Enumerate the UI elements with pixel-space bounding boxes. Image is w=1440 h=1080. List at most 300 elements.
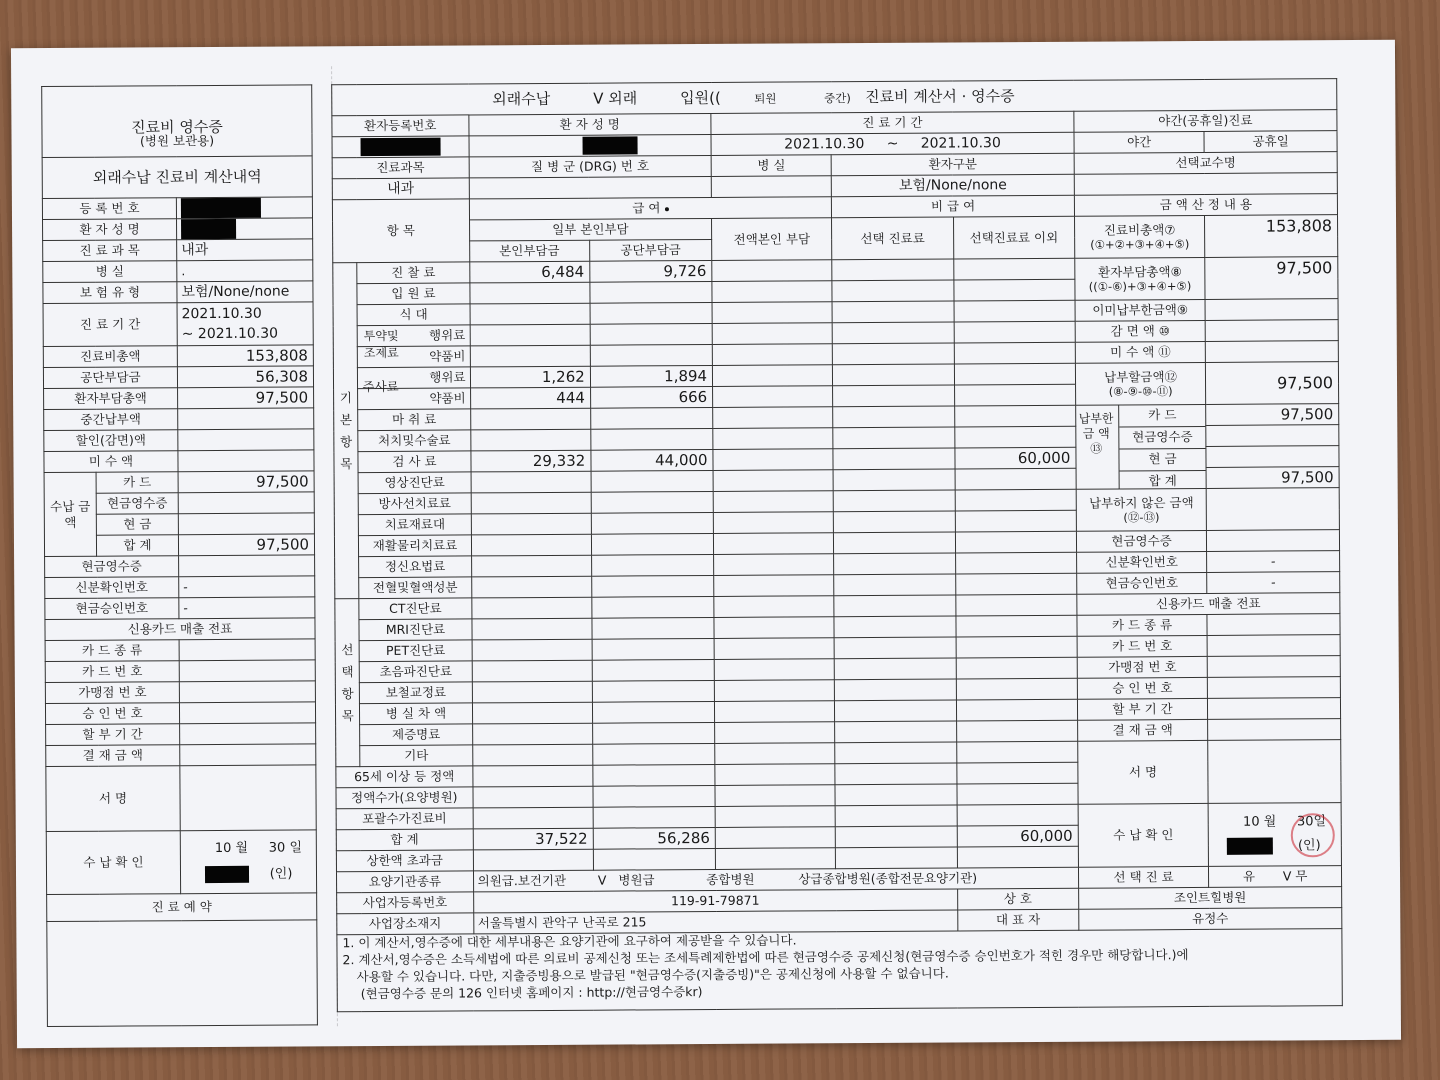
item-other [956, 657, 1077, 679]
item-other: 60,000 [955, 447, 1076, 469]
item-select [834, 553, 955, 575]
inst-type-label: 요양기관종류 [336, 871, 473, 893]
card-row-label: 결 재 금 액 [1077, 719, 1208, 741]
stub-paid-label: 합 계 [96, 535, 178, 557]
cap-other [957, 846, 1078, 868]
total-corp: 56,286 [593, 827, 715, 849]
stub-amount-value [178, 450, 314, 472]
item-subname: 행위료 [428, 327, 466, 343]
calc-patient-label-text: 환자부담총액⑧ [1098, 263, 1182, 280]
item-corp [590, 344, 712, 366]
item-full [712, 302, 832, 324]
calc-unpaid-value [1206, 341, 1339, 363]
stub-room-value: . [177, 260, 313, 282]
calc-notpaid-label-text: 납부하지 않은 금액 [1089, 494, 1194, 511]
item-self [471, 513, 591, 535]
calc-confirm-label: 수 납 확 인 [1078, 803, 1209, 867]
item-corp [590, 302, 712, 324]
cap-label: 상한액 초과금 [336, 850, 473, 872]
stub-insurance-value: 보험/None/none [177, 281, 313, 303]
holiday-value: 공휴일 [1204, 131, 1337, 153]
item-select [833, 406, 954, 428]
calc-prepaid-label: 이미납부한금액⑨ [1075, 299, 1206, 321]
item-other [953, 258, 1074, 280]
calc-total-value: 153,808 [1205, 215, 1338, 258]
item-full [714, 659, 834, 681]
item-select [834, 532, 955, 554]
item-select [833, 427, 954, 449]
stub-sign-value [180, 765, 316, 831]
item-self [473, 786, 593, 808]
item-self [471, 471, 591, 493]
item-select [833, 343, 954, 365]
item-full [715, 701, 835, 723]
item-corp [592, 596, 714, 618]
item-full [715, 806, 835, 828]
calc-total-label [1074, 215, 1205, 258]
bizno-value: 119-91-79871 [473, 889, 957, 913]
calc-receipt-value [1206, 425, 1339, 447]
calc-confirm-month: 10 월 [1242, 814, 1277, 830]
room-value [711, 176, 831, 198]
stub-card-label: 가맹점 번 호 [45, 682, 179, 704]
item-full [712, 344, 832, 366]
item-select [834, 637, 955, 659]
period-from: 2021.10.30 [784, 136, 865, 153]
stub-sign-label: 서 명 [46, 766, 180, 832]
stub-confirm-value [180, 830, 316, 894]
stub-card-label: 할 부 기 간 [46, 724, 180, 746]
item-full [713, 470, 833, 492]
dept-value: 내과 [332, 178, 469, 200]
calc-id-label: 신분확인번호 [1076, 551, 1207, 573]
stub-cash-label: 현금승인번호 [45, 598, 179, 620]
item-name: 마 취 료 [358, 409, 470, 431]
extra-row-label: 65세 이상 등 정액 [336, 766, 473, 788]
calc-receipt-label: 현금영수증 [1119, 427, 1206, 450]
calc-sign-label: 서 명 [1078, 740, 1209, 804]
item-corp [590, 281, 712, 303]
stub-amount-value: 97,500 [178, 387, 314, 409]
item-corp: 9,726 [590, 260, 712, 282]
item-self [471, 534, 591, 556]
redaction-block [582, 136, 637, 154]
select-item-name: 기타 [360, 745, 472, 767]
period-label: 진 료 기 간 [711, 111, 1074, 134]
stub-paid-value: 97,500 [178, 534, 314, 556]
choose-label: 선 택 진 료 [1078, 866, 1209, 888]
stub-amount-value: 153,808 [177, 345, 313, 367]
item-self: 29,332 [470, 450, 590, 472]
ptype-value: 보험/None/none [832, 174, 1075, 196]
item-name: 약품비 [358, 388, 470, 410]
stub-paid-value: 97,500 [178, 471, 314, 493]
card-row-label: 할 부 기 간 [1077, 698, 1208, 720]
stub-dept-value: 내과 [177, 239, 313, 261]
calc-confirm-seal: (인) [1297, 838, 1321, 854]
item-corp [592, 680, 714, 702]
stub-cash-label: 신분확인번호 [45, 577, 179, 599]
item-corp: 44,000 [591, 449, 713, 471]
item-select [835, 742, 956, 764]
stub-paid-value [178, 513, 314, 535]
header-title: 진료비 계산서 · 영수증 [865, 86, 1015, 106]
item-full [714, 680, 834, 702]
bizno-label: 사업자등록번호 [337, 892, 474, 914]
calc-patient-label [1075, 257, 1206, 300]
item-corp [591, 491, 713, 513]
item-self [470, 345, 590, 367]
card-row-value [1208, 698, 1341, 720]
professor-value [1074, 173, 1337, 196]
card-row-value [1208, 719, 1341, 741]
header-inpatient: 입원(( [680, 88, 721, 107]
stub-confirm-label: 수 납 확 인 [46, 831, 180, 895]
item-full [715, 785, 835, 807]
item-corp [591, 575, 713, 597]
item-corp [591, 470, 713, 492]
period-sep: ~ [886, 135, 899, 152]
item-name: 방사선치료료 [359, 493, 471, 515]
notes [342, 928, 1342, 1002]
stub-cash-value: - [179, 597, 315, 619]
item-self [472, 744, 592, 766]
note-line: 2. 계산서,영수증은 소득세법에 따른 의료비 공제신청 또는 조세특례제한법에 따른 현금영수증 공제신청(현금영수증 승인번호가 적힌 경우만 해당합니다.)에 [342, 947, 1189, 968]
rep-value: 유정수 [1079, 908, 1342, 931]
calc-approve-value: - [1207, 572, 1340, 594]
item-self [469, 282, 589, 304]
item-other [956, 720, 1077, 742]
stub-paid-label: 카 드 [96, 472, 178, 494]
item-select [834, 595, 955, 617]
item-full [715, 743, 835, 765]
item-full [713, 365, 833, 387]
calc-reduce-value [1205, 320, 1338, 342]
inst-tertiary: 상급종합병원(종합전문요양기관) [798, 870, 978, 887]
stub-cash-value: - [179, 576, 315, 598]
redaction-block [205, 866, 249, 883]
item-other [954, 321, 1075, 343]
item-corp [592, 617, 714, 639]
item-corp [592, 722, 714, 744]
header-type: 외래수납 [492, 89, 551, 108]
select-header: 선택 진료료 [832, 217, 954, 260]
corp-header: 공단부담금 [589, 239, 711, 261]
item-self [470, 408, 590, 430]
item-name: 재활물리치료료 [359, 535, 471, 557]
cap-full [715, 848, 835, 870]
patient-name-label: 환 자 성 명 [468, 113, 711, 135]
item-corp [590, 323, 712, 345]
item-corp [590, 407, 712, 429]
select-item-name: CT진단료 [359, 598, 471, 620]
item-corp [591, 554, 713, 576]
item-name: 약품비 [358, 346, 470, 368]
stub-name-label: 환 자 성 명 [43, 219, 177, 241]
calc-due-value: 97,500 [1206, 362, 1339, 405]
stub-insurance-label: 보 험 유 형 [43, 282, 177, 304]
calc-due-label-text: 납부할금액⑫ [1104, 368, 1178, 385]
calc-notpaid-label [1076, 488, 1207, 531]
total-full [715, 827, 835, 849]
stub-period-label: 진 료 기 간 [43, 303, 177, 347]
stub-confirm-month: 10 월 [214, 840, 249, 857]
total-other: 60,000 [957, 825, 1078, 847]
note-line: (현금영수증 문의 126 인터넷 홈페이지 : http://현금영수증kr) [360, 984, 703, 1002]
item-select [835, 679, 956, 701]
item-other [956, 615, 1077, 637]
reg-no-label: 환자등록번호 [332, 115, 469, 137]
cap-corp [593, 848, 715, 870]
item-corp [593, 743, 715, 765]
stub-confirm-seal: (인) [269, 866, 293, 882]
select-item-name: PET진단료 [360, 640, 472, 662]
item-other [954, 279, 1075, 301]
header-discharge: 퇴원 [754, 91, 777, 106]
item-self [470, 429, 590, 451]
stub-amount-value [178, 429, 314, 451]
stub-paid-label: 현금영수증 [96, 493, 178, 515]
redaction-block [181, 198, 261, 218]
calc-patient-value: 97,500 [1205, 257, 1338, 300]
stub-amount-label: 공단부담금 [43, 367, 177, 389]
stub-card-value [180, 723, 316, 745]
item-corp [593, 764, 715, 786]
card-row-value [1207, 614, 1340, 636]
stub-amount-label: 진료비총액 [43, 346, 177, 368]
item-full [714, 617, 834, 639]
stub-card-value [180, 744, 316, 766]
stub-card-value [179, 639, 315, 661]
item-select [834, 511, 955, 533]
patient-name-value [469, 134, 712, 156]
item-select [835, 763, 956, 785]
stub-paid-group-label: 수납 금액 [44, 472, 97, 556]
inject-group-label: 주사료 [362, 378, 399, 395]
drg-value [469, 176, 712, 198]
item-header: 항 목 [332, 199, 469, 263]
address-label: 사업장소재지 [337, 913, 474, 935]
select-item-name: MRI진단료 [359, 619, 471, 641]
item-name: 식 대 [357, 304, 469, 326]
hospital-copy-stub [41, 84, 318, 1027]
period-value [711, 132, 1074, 155]
stub-title: 진료비 영수증 [42, 85, 312, 135]
night-label: 야간(공휴일)진료 [1074, 110, 1337, 133]
item-other [955, 552, 1076, 574]
item-corp: 666 [590, 386, 712, 408]
calc-cr-label: 현금영수증 [1076, 530, 1207, 552]
calc-approve-label: 현금승인번호 [1077, 572, 1208, 594]
item-self: 6,484 [469, 261, 589, 283]
note-line: 사용할 수 있습니다. 다만, 지출증빙용으로 발급된 "현금영수증(지출증빙)"은 공제신청에 사용할 수 없습니다. [356, 965, 949, 985]
calc-card-value: 97,500 [1206, 404, 1339, 426]
inst-hospital: 병원급 [618, 872, 655, 888]
calc-patient-formula: ((①-⑥)+③+④+⑤) [1088, 278, 1192, 294]
select-item-name: 초음파진단료 [360, 661, 472, 683]
item-other [956, 636, 1077, 658]
choose-check: V [1282, 868, 1292, 884]
item-self [472, 618, 592, 640]
item-name: 전혈및혈액성분 [359, 577, 471, 599]
noncovered-header: 비 급 여 [832, 195, 1075, 217]
stub-card-label: 결 재 금 액 [46, 745, 180, 767]
header-check: V [593, 89, 604, 108]
item-self [472, 639, 592, 661]
stub-confirm-day: 30 일 [268, 840, 303, 856]
item-name: 처치및수술료 [358, 430, 470, 452]
extra-row-label: 포괄수가진료비 [336, 808, 473, 830]
item-other [955, 510, 1076, 532]
item-self: 1,262 [470, 366, 590, 388]
ptype-label: 환자구분 [831, 153, 1074, 175]
drug-group-label: 투약및 조제료 [363, 328, 399, 361]
item-corp [592, 638, 714, 660]
item-full [713, 428, 833, 450]
select-item-name: 제증명료 [360, 724, 472, 746]
card-row-label: 가맹점 번 호 [1077, 656, 1208, 678]
item-full [714, 533, 834, 555]
inst-clinic: 의원급.보건기관 [477, 872, 567, 889]
calc-notpaid-value [1206, 488, 1339, 531]
item-full [713, 512, 833, 534]
item-other [956, 762, 1077, 784]
stub-period-from: 2021.10.30 [181, 305, 262, 323]
item-select [832, 301, 953, 323]
drg-label: 질 병 군 (DRG) 번 호 [469, 155, 712, 177]
calc-cash-label: 현 금 [1119, 449, 1206, 472]
item-corp [591, 428, 713, 450]
item-select [833, 448, 954, 470]
item-self [471, 492, 591, 514]
calc-id-value: - [1207, 551, 1340, 573]
item-select [834, 574, 955, 596]
stub-card-label: 승 인 번 호 [45, 703, 179, 725]
item-select [833, 364, 954, 386]
item-self [470, 324, 590, 346]
item-full [712, 260, 832, 282]
professor-label: 선택교수명 [1074, 152, 1337, 175]
inst-general: 종합병원 [706, 871, 755, 888]
stub-paid-label: 현 금 [96, 514, 178, 536]
item-select [835, 784, 956, 806]
stub-section-title: 외래수납 진료비 계산내역 [42, 156, 312, 199]
choose-no: 무 [1295, 868, 1308, 884]
selected-items-label: 선 택 항 목 [335, 599, 360, 767]
calc-sum-label: 합 계 [1148, 473, 1177, 489]
calc-total-formula: (①+②+③+④+⑤) [1090, 236, 1190, 252]
item-name: 검 사 료 [358, 451, 470, 473]
calc-card-label: 카 드 [1119, 405, 1206, 428]
card-row-value [1208, 656, 1341, 678]
red-seal-stamp [1291, 813, 1335, 857]
item-corp [591, 533, 713, 555]
item-corp [593, 806, 715, 828]
item-other [955, 531, 1076, 553]
cap-select [836, 847, 957, 869]
item-self: 444 [470, 387, 590, 409]
stub-reg-label: 등 록 번 호 [42, 198, 176, 220]
item-name: 치료재료대 [359, 514, 471, 536]
item-select [835, 805, 956, 827]
item-self [471, 555, 591, 577]
covered-header-text: 급 여 [632, 200, 661, 216]
calc-sum-value: 97,500 [1206, 467, 1339, 489]
item-full [713, 386, 833, 408]
room-label: 병 실 [711, 155, 831, 177]
stub-reserve-label: 진 료 예 약 [47, 893, 317, 922]
stub-period-value [177, 302, 313, 346]
partial-header: 일부 본인부담 [469, 218, 712, 240]
item-full [715, 764, 835, 786]
item-full [712, 323, 832, 345]
total-select [836, 826, 957, 848]
self-header: 본인부담금 [469, 240, 589, 262]
item-self [472, 702, 592, 724]
calc-card-title: 신용카드 매출 전표 [1077, 593, 1340, 616]
calc-paid-group-label: 납부한 금 액 ⑬ [1078, 411, 1114, 456]
item-corp: 1,894 [590, 365, 712, 387]
choose-value [1209, 866, 1342, 888]
stub-reserve-area [47, 920, 318, 1027]
calc-total-label-text: 진료비총액⑦ [1103, 221, 1176, 238]
select-item-name: 보철교정료 [360, 682, 472, 704]
select-item-name: 병 실 차 액 [360, 703, 472, 725]
stub-card-value [179, 702, 315, 724]
item-name: 진 찰 료 [357, 262, 469, 284]
calc-prepaid-value [1205, 299, 1338, 321]
ink-dot [664, 207, 668, 211]
stub-room-label: 병 실 [43, 261, 177, 283]
item-self [472, 723, 592, 745]
item-subname: 행위료 [429, 369, 466, 385]
calc-paid-sublabels [1118, 405, 1206, 489]
calc-confirm-day: 30일 [1296, 814, 1327, 830]
hospital-name-value: 조인트힐병원 [1078, 887, 1341, 910]
item-full [715, 722, 835, 744]
item-self [473, 807, 593, 829]
stub-amount-label: 환자부담총액 [44, 388, 178, 410]
card-row-label: 카 드 종 류 [1077, 614, 1208, 636]
stub-amount-label: 할인(감면)액 [44, 430, 178, 452]
item-select [832, 259, 953, 281]
item-other [957, 804, 1078, 826]
stub-card-title: 신용카드 매출 전표 [45, 618, 315, 641]
stub-paid-value [178, 492, 314, 514]
calc-cr-value [1207, 530, 1340, 552]
item-select [834, 616, 955, 638]
calc-sign-value [1208, 740, 1341, 804]
stub-name-value [177, 218, 313, 240]
item-select [832, 322, 953, 344]
rep-label: 대 표 자 [957, 909, 1078, 931]
stub-cash-value [179, 555, 315, 577]
item-select [834, 490, 955, 512]
calc-header: 금 액 산 정 내 용 [1074, 194, 1337, 217]
period-to: 2021.10.30 [920, 135, 1001, 152]
item-full [714, 596, 834, 618]
item-select [832, 280, 953, 302]
item-self [472, 681, 592, 703]
redaction-block [1227, 838, 1273, 855]
stub-dept-label: 진 료 과 목 [43, 240, 177, 262]
header-middle: 중간) [824, 90, 851, 105]
item-self [471, 576, 591, 598]
item-full [713, 407, 833, 429]
note-line: 1. 이 계산서,영수증에 대한 세부내용은 요양기관에 요구하여 제공받을 수 있습니다. [342, 932, 797, 951]
stub-amount-label: 미 수 액 [44, 451, 178, 473]
item-corp [592, 701, 714, 723]
